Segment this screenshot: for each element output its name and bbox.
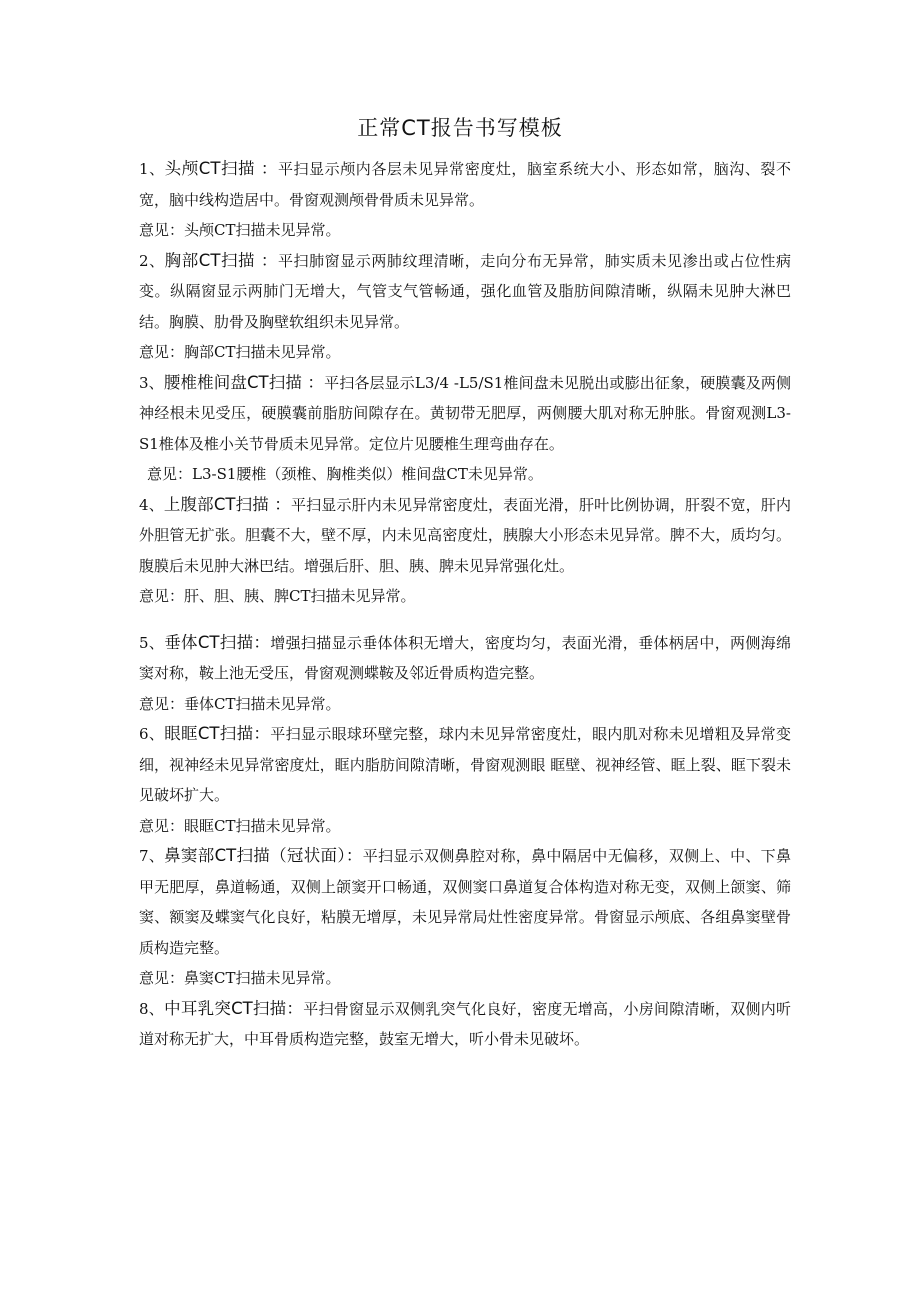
section-text: 平扫显示肝内未见异常密度灶，表面光滑，肝叶比例协调，肝裂不宽，肝内外胆管无扩张。胆囊不大，壁不厚，内未见高密度灶，胰腺大小形态未见异常。脾不大，质均匀。腹膜后未见肿大淋巴结。增强后肝、胆、胰、脾未见异常强化灶。 [139, 495, 791, 575]
section-7-paragraph [139, 841, 791, 963]
section-3-paragraph [139, 368, 791, 460]
section-heading: 胸部CT扫描 ： [164, 250, 278, 270]
section-6-paragraph [139, 719, 791, 811]
section-3-opinion: 意见：L3-S1腰椎（颈椎、胸椎类似）椎间盘CT未见异常。 [147, 465, 543, 483]
section-1-opinion: 意见：头颅CT扫描未见异常。 [139, 221, 341, 239]
section-text: 增强扫描显示垂体体积无增大，密度均匀，表面光滑，垂体柄居中，两侧海绵窦对称，鞍上池无受压，骨窗观测蝶鞍及邻近骨质构造完整。 [139, 633, 791, 682]
section-7-opinion: 意见：鼻窦CT扫描未见异常。 [139, 969, 341, 987]
section-5-opinion: 意见：垂体CT扫描未见异常。 [139, 694, 341, 713]
section-number: 3、 [139, 373, 164, 392]
section-number: 5、 [139, 633, 165, 652]
section-number: 8、 [139, 999, 165, 1018]
section-2-opinion: 意见：胸部CT扫描未见异常。 [139, 343, 341, 361]
section-heading: 中耳乳突CT扫描： [164, 998, 304, 1018]
section-number: 1、 [139, 160, 165, 178]
section-text: 平扫显示颅内各层未见异常密度灶，脑室系统大小、形态如常，脑沟、裂不宽，脑中线构造居中。骨窗观测颅骨骨质未见异常。 [139, 160, 791, 209]
section-1-paragraph [139, 154, 791, 215]
section-5-paragraph [139, 628, 791, 689]
section-heading: 头颅CT扫描 ： [164, 159, 278, 178]
section-number: 7、 [139, 847, 165, 865]
section-number: 6、 [139, 725, 165, 743]
section-text: 平扫肺窗显示两肺纹理清晰，走向分布无异常，肺实质未见渗出或占位性病变。纵隔窗显示两肺门无增大，气管支气管畅通，强化血管及脂肪间隙清晰，纵隔未见肿大淋巴结。胸膜、肋骨及胸壁软组织未见异常。 [139, 251, 791, 331]
section-4-paragraph [139, 490, 791, 582]
section-2-paragraph [139, 246, 791, 338]
document-title: 正常CT报告书写模板 [357, 116, 563, 140]
section-4-opinion: 意见：肝、胆、胰、脾CT扫描未见异常。 [139, 587, 416, 605]
section-text: 平扫显示眼球环壁完整，球内未见异常密度灶，眼内肌对称未见增粗及异常变细，视神经未见异常密度灶，眶内脂肪间隙清晰，骨窗观测眼 眶壁、视神经管、眶上裂、眶下裂未见破坏扩大。 [139, 725, 791, 804]
section-heading: 垂体CT扫描： [164, 632, 271, 652]
document-body [139, 154, 791, 1055]
section-heading: 腰椎椎间盘CT扫描 ： [163, 372, 325, 392]
section-heading: 上腹部CT扫描 ： [163, 494, 291, 514]
section-6-opinion: 意见：眼眶CT扫描未见异常。 [139, 816, 341, 835]
section-text: 平扫各层显示L3/4 -L5/S1椎间盘未见脱出或膨出征象，硬膜囊及两侧神经根未见受压，硬膜囊前脂肪间隙存在。黄韧带无肥厚，两侧腰大肌对称无肿胀。骨窗观测L3-S1椎体及椎小关节骨质未见异常。定位片见腰椎生理弯曲存在。 [139, 373, 791, 453]
section-heading: 眼眶CT扫描： [164, 724, 271, 743]
section-number: 4、 [139, 495, 164, 514]
section-number: 2、 [139, 251, 165, 270]
section-text: 平扫显示双侧鼻腔对称，鼻中隔居中无偏移，双侧上、中、下鼻甲无肥厚，鼻道畅通，双侧上颌窦开口畅通，双侧窦口鼻道复合体构造对称无变，双侧上颌窦、筛窦、额窦及蝶窦气化良好，粘膜无增厚，未见异常局灶性密度异常。骨窗显示颅底、各组鼻窦壁骨质构造完整。 [139, 847, 791, 957]
section-text: 平扫骨窗显示双侧乳突气化良好，密度无增高，小房间隙清晰，双侧内听道对称无扩大，中耳骨质构造完整，鼓室无增大，听小骨未见破坏。 [139, 999, 792, 1048]
section-8-paragraph [139, 994, 791, 1055]
section-heading: 鼻窦部CT扫描（冠状面）： [164, 846, 363, 865]
